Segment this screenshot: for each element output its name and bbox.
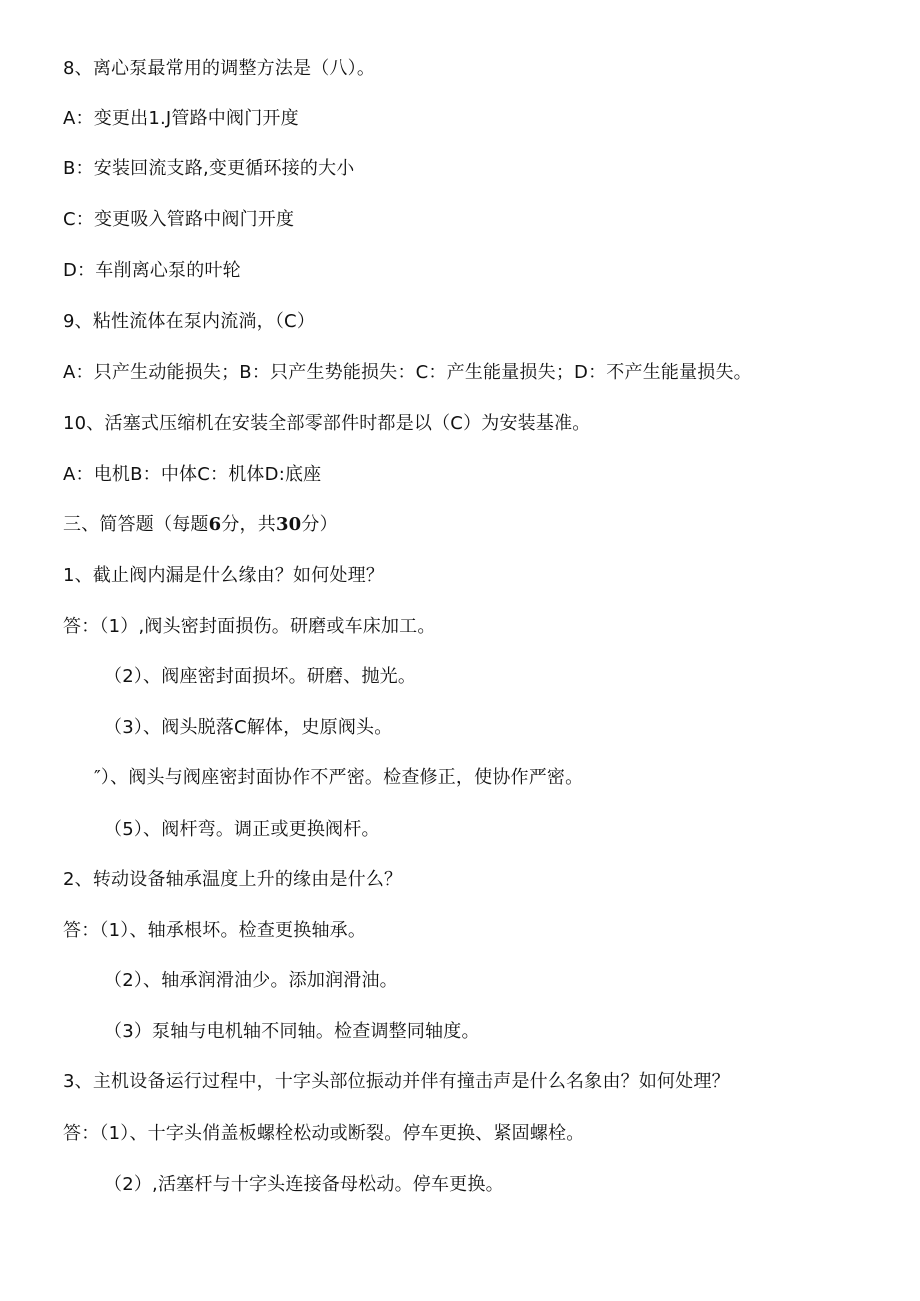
- answer-1-item-1: 答：（1）,阀头密封面损伤。研磨或车床加工。: [63, 616, 436, 637]
- section-heading-suffix: 分）: [301, 514, 338, 535]
- short-question-1: 1、截止阀内漏是什么缘由？如何处理？: [63, 565, 385, 586]
- option-d: D：车削离心泵的叶轮: [63, 260, 241, 281]
- option-c: C：变更吸入管路中阀门开度: [63, 209, 295, 230]
- short-question-3: 3、主机设备运行过程中，十字头部位振动并伴有撞击声是什么名象由？如何处理？: [63, 1071, 730, 1092]
- answer-1-item-5: （5）、阀杆弯。调正或更换阀杆。: [104, 819, 380, 840]
- answer-3-item-1: 答：（1）、十字头俏盖板螺栓松动或断裂。停车更换、紧固螺栓。: [63, 1123, 585, 1144]
- answer-2-item-2: （2）、轴承润滑油少。添加润滑油。: [104, 970, 398, 991]
- answer-2-item-1: 答：（1）、轴承根坏。检查更换轴承。: [63, 920, 367, 941]
- answer-1-item-4: ″）、阀头与阀座密封面协作不严密。检查修正，使协作严密。: [94, 767, 584, 788]
- question-9-options: A：只产生动能损失；B：只产生势能损失：C：产生能量损失；D：不产生能量损失。: [63, 362, 752, 383]
- short-question-2: 2、转动设备轴承温度上升的缘由是什么？: [63, 869, 403, 890]
- question-10: 10、活塞式压缩机在安装全部零部件时都是以（C）为安装基准。: [63, 413, 591, 434]
- question-9: 9、粘性流体在泵内流淌，（C）: [63, 311, 316, 332]
- answer-3-item-2: （2）,活塞杆与十字头连接备母松动。停车更换。: [104, 1174, 504, 1195]
- answer-1-item-3: （3）、阀头脱落C解体，史原阀头。: [104, 717, 393, 738]
- answer-1-item-2: （2）、阀座密封面损坏。研磨、抛光。: [104, 666, 417, 687]
- answer-2-item-3: （3）泵轴与电机轴不同轴。检查调整同轴度。: [104, 1021, 480, 1042]
- question-8: 8、离心泵最常用的调整方法是（八）。: [63, 58, 376, 79]
- question-10-options: A：电机B：中体C：机体D:底座: [63, 464, 322, 485]
- section-points: 6: [208, 514, 222, 535]
- option-b: B：安装回流支路,变更循环接的大小: [63, 158, 355, 179]
- section-total: 30: [275, 514, 302, 535]
- section-heading-mid: 分，共: [221, 514, 276, 535]
- section-heading-prefix: 三、简答题（每题: [63, 514, 209, 535]
- section-heading: [63, 512, 338, 538]
- option-a: A：变更出1.J管路中阀门开度: [63, 108, 299, 129]
